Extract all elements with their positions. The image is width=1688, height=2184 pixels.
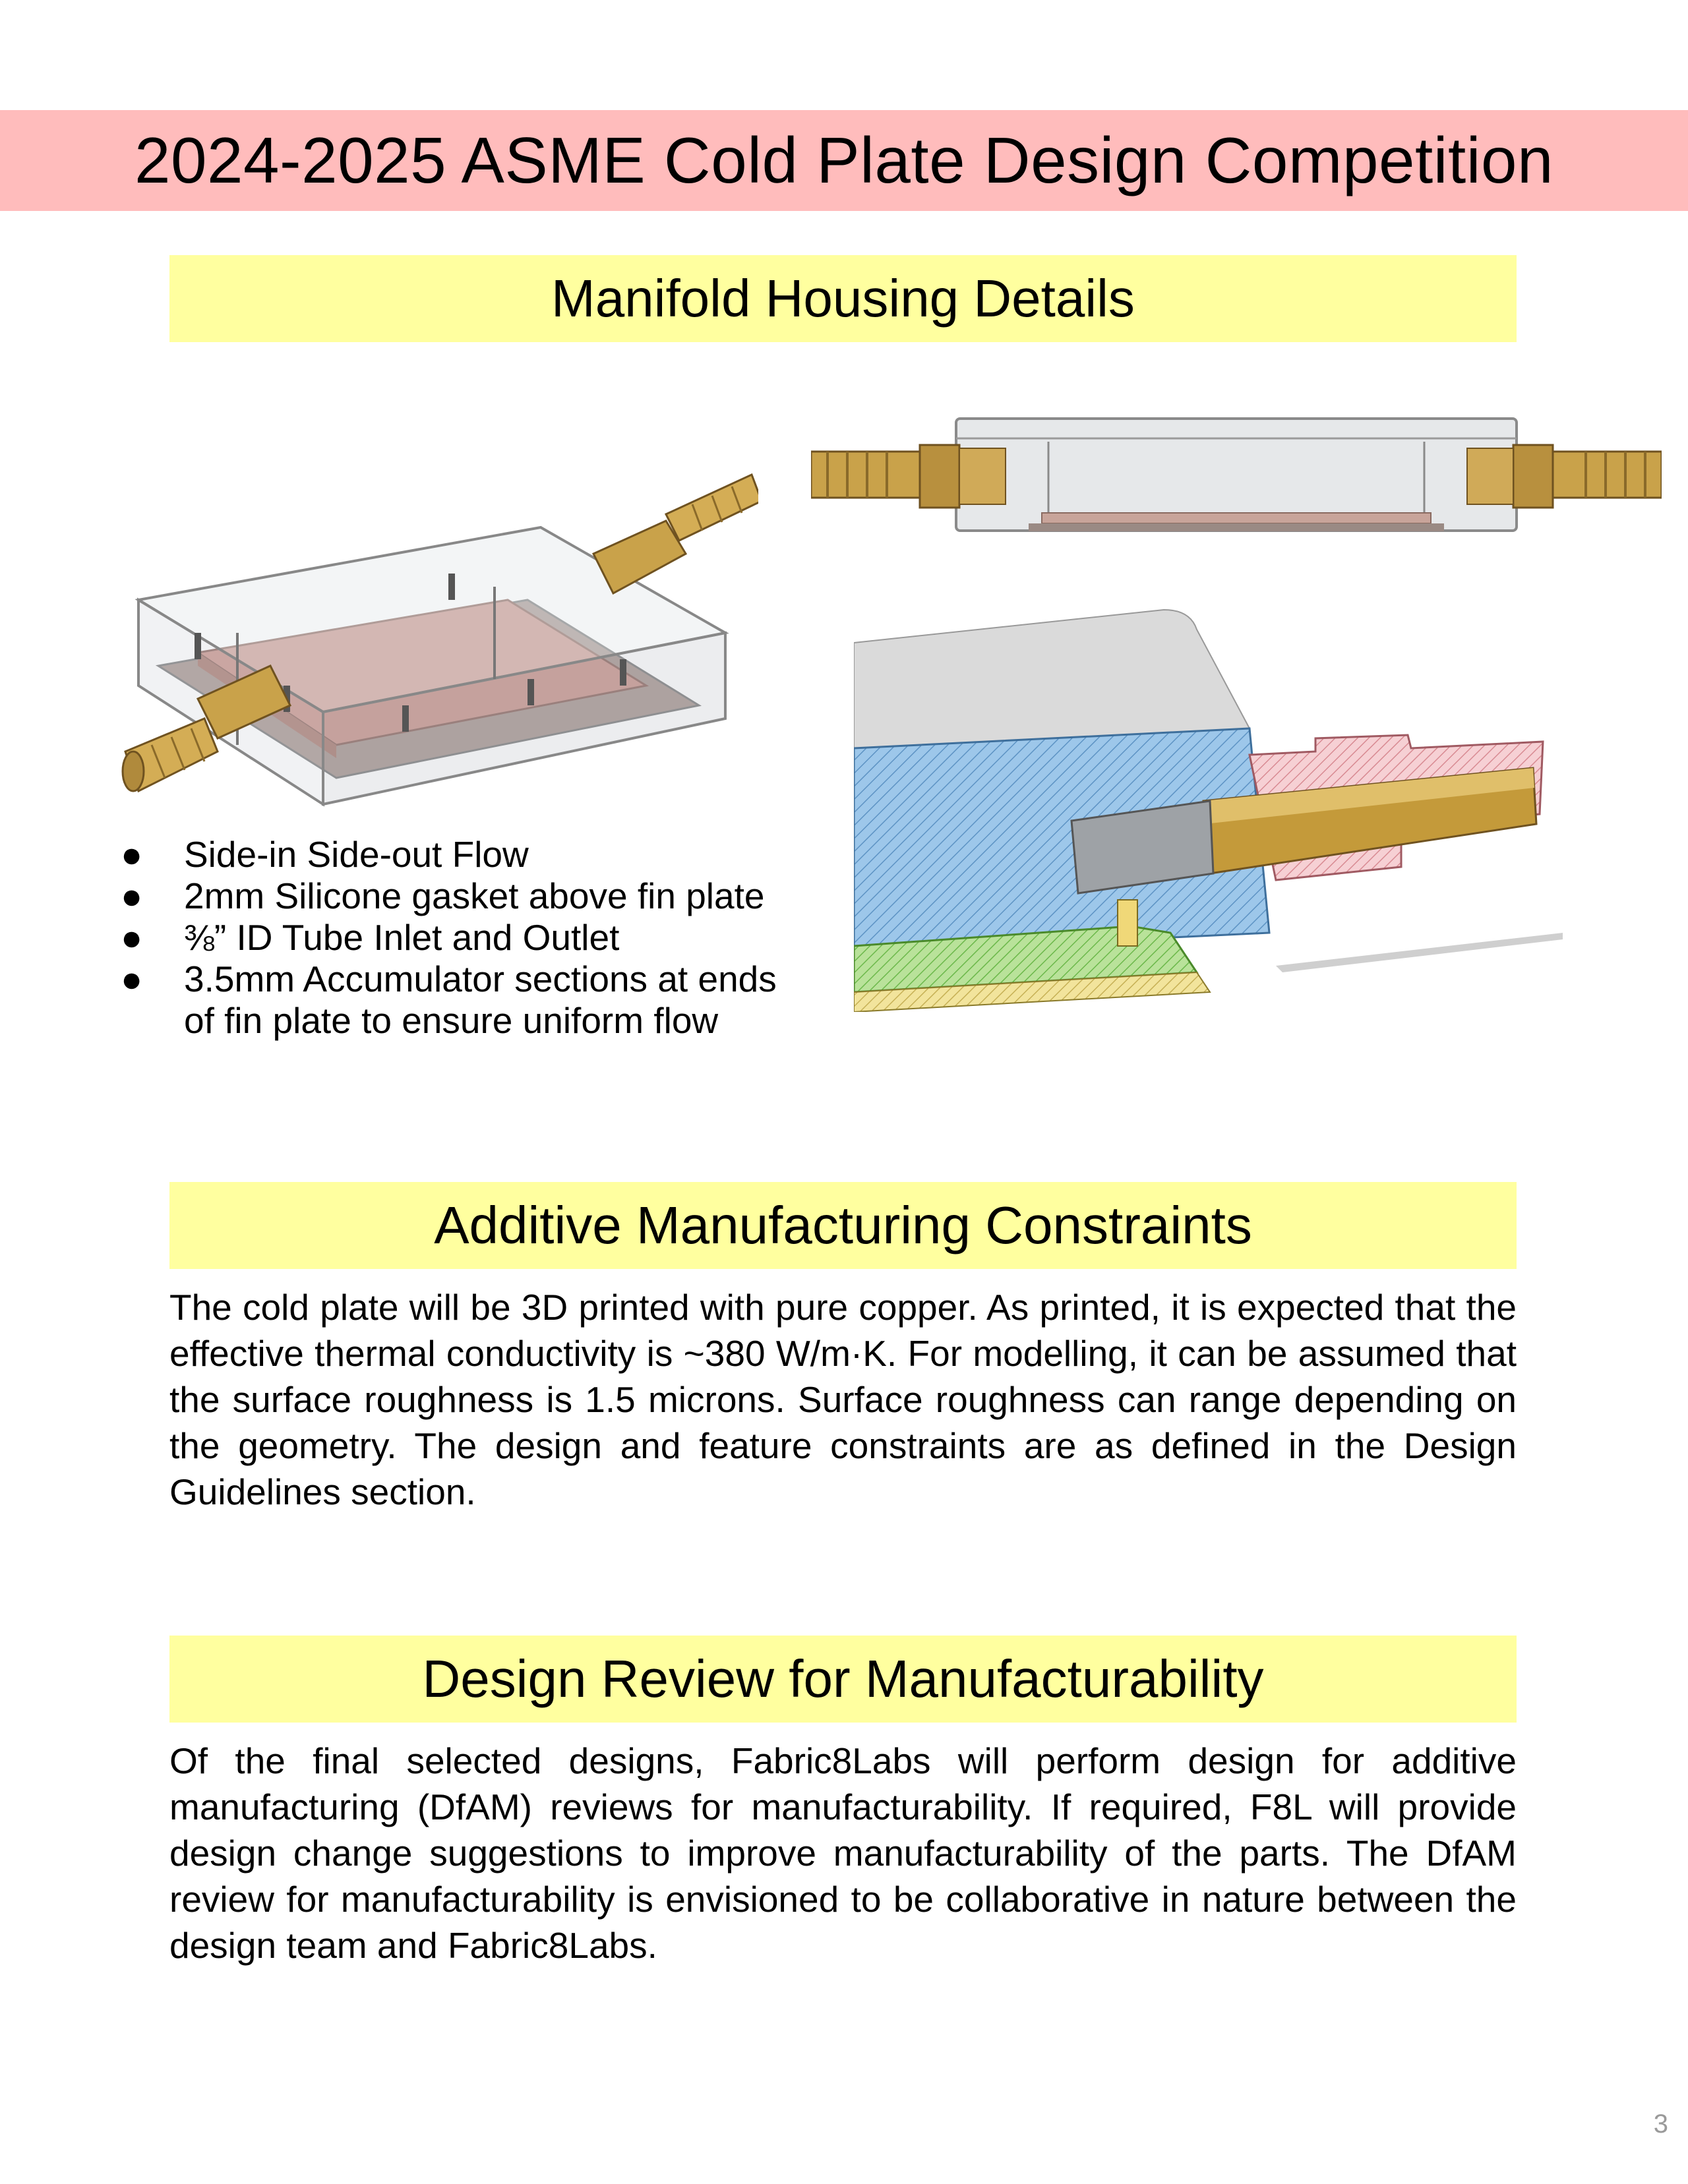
manifold-heading: Manifold Housing Details xyxy=(551,269,1135,328)
additive-heading: Additive Manufacturing Constraints xyxy=(434,1196,1252,1254)
review-section-header xyxy=(169,1636,1517,1723)
bullet-icon: ● xyxy=(121,875,143,916)
list-item: ● ⅜” ID Tube Inlet and Outlet xyxy=(121,917,620,958)
bullet-icon: ● xyxy=(121,834,143,875)
list-item: ● 3.5mm Accumulator sections at ends of fin plate to ensure uniform flow xyxy=(121,959,777,1041)
additive-paragraph: The cold plate will be 3D printed with pure copper. As printed, it is expected that the effective thermal conductivity is ~380 W/m·K. For modelling, it can be assumed that the surface roughness is 1.5 microns. Surface roughness can range depending on the geometry. The design and feature constraints are as defined in the Design Guidelines section. xyxy=(169,1287,1517,1512)
list-item: ● Side-in Side-out Flow xyxy=(121,834,529,875)
list-item: ● 2mm Silicone gasket above fin plate xyxy=(121,875,765,916)
manifold-section-header xyxy=(169,255,1517,342)
page-title: 2024-2025 ASME Cold Plate Design Competition xyxy=(134,124,1554,196)
page-number: 3 xyxy=(1653,2110,1668,2139)
outlet-fitting-icon xyxy=(593,475,758,593)
bullet-icon: ● xyxy=(121,959,143,999)
review-paragraph: Of the final selected designs, Fabric8Labs will perform design for additive manufacturing (DfAM) reviews for manufacturability. If required, F8L will provide design change suggestions to improve manufacturability of the parts. The DfAM review for manufacturability is envisioned to be collaborative in nature between the design team and Fabric8Labs. xyxy=(169,1740,1517,1966)
manifold-side-view-render xyxy=(811,415,1662,541)
bullet-icon: ● xyxy=(121,917,143,958)
manifold-isometric-render xyxy=(119,435,758,831)
review-heading: Design Review for Manufacturability xyxy=(422,1649,1264,1708)
additive-section-header xyxy=(169,1182,1517,1269)
manifold-feature-list xyxy=(115,834,814,1042)
manifold-section-cut-render xyxy=(854,603,1563,1012)
title-banner xyxy=(0,110,1688,211)
